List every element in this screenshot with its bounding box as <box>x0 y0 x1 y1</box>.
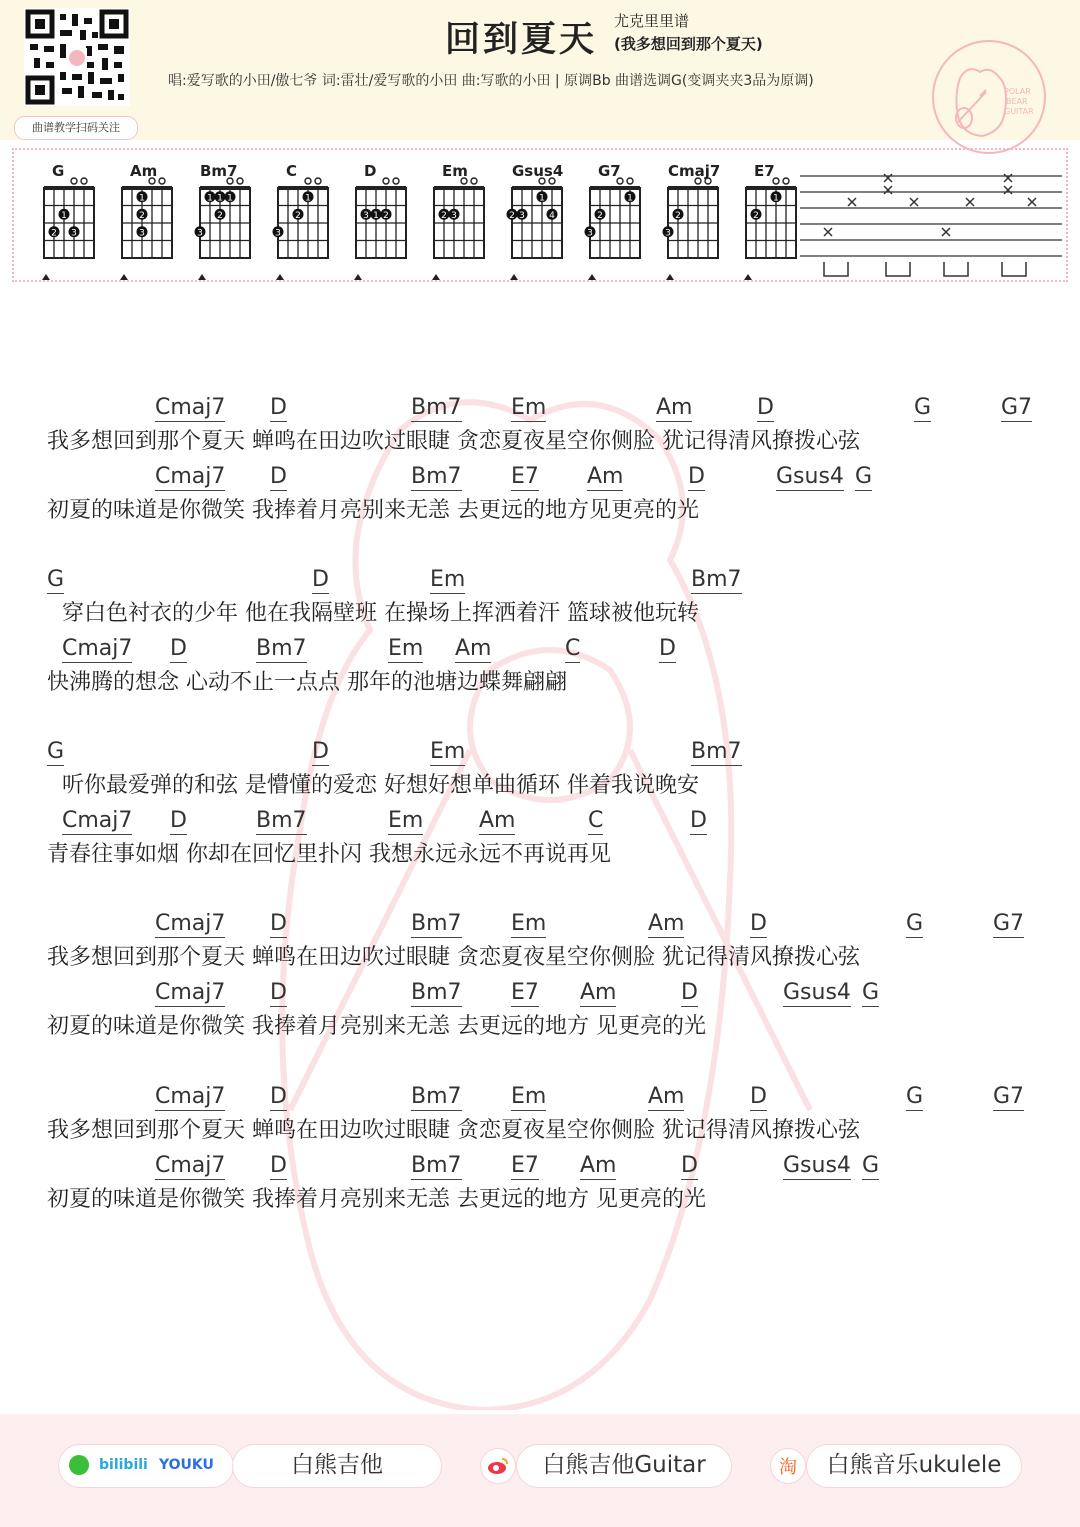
chord-symbol: G7 <box>993 1084 1025 1109</box>
svg-text:2: 2 <box>753 210 759 221</box>
chord-symbol: E7 <box>511 464 539 489</box>
chord-symbol: Em <box>511 911 547 936</box>
stamp-word-3: GUITAR <box>1004 107 1034 116</box>
chord-symbol: D <box>170 636 187 661</box>
svg-text:2: 2 <box>295 210 301 221</box>
chord-symbol: Am <box>479 808 516 833</box>
lyric-line: 青春往事如烟 你却在回忆里扑闪 我想永远永远不再说再见 <box>47 842 611 867</box>
chord-symbol: Cmaj7 <box>155 1153 226 1178</box>
svg-text:2: 2 <box>139 210 145 221</box>
stamp-word-1: POLAR <box>1004 87 1031 96</box>
chord-symbol: Em <box>511 1084 547 1109</box>
chord-diagram-label: G7 <box>598 162 621 180</box>
chord-diagram-label: D <box>364 162 377 180</box>
svg-text:2: 2 <box>675 210 681 221</box>
chord-symbol: Bm7 <box>411 395 462 420</box>
svg-text:1: 1 <box>773 193 779 204</box>
chord-symbol: D <box>270 911 287 936</box>
svg-text:2: 2 <box>217 210 223 221</box>
lyric-line: 我多想回到那个夏天 蝉鸣在田边吹过眼睫 贪恋夏夜星空你侧脸 犹记得清风撩拨心弦 <box>47 1118 860 1143</box>
svg-text:1: 1 <box>539 193 545 204</box>
chord-symbol: Em <box>430 567 466 592</box>
chord-symbol: D <box>690 808 707 833</box>
chord-diagram-label: E7 <box>754 162 775 180</box>
chord-symbol: G <box>914 395 932 420</box>
chord-diagram-label: Em <box>442 162 468 180</box>
svg-text:3: 3 <box>665 228 671 239</box>
weibo-icon <box>480 1448 516 1484</box>
chord-symbol: Em <box>511 395 547 420</box>
chord-symbol: C <box>588 808 604 833</box>
chord-symbol: Cmaj7 <box>155 464 226 489</box>
chord-symbol: G7 <box>1001 395 1033 420</box>
svg-text:1: 1 <box>61 210 67 221</box>
lyric-line: 初夏的味道是你微笑 我捧着月亮别来无恙 去更远的地方见更亮的光 <box>47 498 699 523</box>
chord-symbol: G <box>47 567 65 592</box>
chord-symbol: Am <box>580 1153 617 1178</box>
footer <box>0 1414 1080 1527</box>
chord-symbol: Am <box>455 636 492 661</box>
chord-symbol: Bm7 <box>411 464 462 489</box>
credits-line: 唱:爱写歌的小田/傲七爷 词:雷壮/爱写歌的小田 曲:写歌的小田 | 原调Bb 曲谱选调G(变调夹夹3品为原调) <box>168 73 814 89</box>
chord-symbol: D <box>757 395 774 420</box>
lyric-line: 穿白色衬衣的少年 他在我隔壁班 在操场上挥洒着汗 篮球被他玩转 <box>62 601 699 626</box>
svg-text:2: 2 <box>597 210 603 221</box>
chord-symbol: D <box>750 1084 767 1109</box>
chord-symbol: Cmaj7 <box>155 911 226 936</box>
chord-symbol: Gsus4 <box>776 464 844 489</box>
chord-symbol: G <box>47 739 65 764</box>
svg-text:3: 3 <box>197 228 203 239</box>
svg-text:3: 3 <box>363 210 369 221</box>
svg-text:1: 1 <box>139 193 145 204</box>
stamp-word-2: BEAR <box>1006 97 1028 106</box>
svg-text:3: 3 <box>139 228 145 239</box>
chord-diagram-label: C <box>286 162 298 180</box>
chord-symbol: Gsus4 <box>783 980 851 1005</box>
chord-symbol: G <box>906 911 924 936</box>
chord-symbol: D <box>312 739 329 764</box>
svg-text:2: 2 <box>51 228 57 239</box>
chord-symbol: Am <box>648 1084 685 1109</box>
platform-icons[interactable] <box>58 1444 234 1488</box>
chord-symbol: Bm7 <box>256 636 307 661</box>
account-pill-1[interactable]: 白熊吉他 <box>232 1444 442 1488</box>
chord-symbol: Bm7 <box>411 1153 462 1178</box>
qr-caption: 曲谱教学扫码关注 <box>14 116 138 140</box>
chord-symbol: D <box>270 464 287 489</box>
chord-symbol: D <box>750 911 767 936</box>
chord-symbol: D <box>270 980 287 1005</box>
chord-symbol: Cmaj7 <box>155 395 226 420</box>
chord-symbol: Em <box>388 808 424 833</box>
chord-diagram-label: Cmaj7 <box>668 162 721 180</box>
chord-symbol: Bm7 <box>256 808 307 833</box>
svg-text:1: 1 <box>227 193 233 204</box>
svg-text:3: 3 <box>71 228 77 239</box>
lyric-line: 初夏的味道是你微笑 我捧着月亮别来无恙 去更远的地方 见更亮的光 <box>47 1014 706 1039</box>
svg-text:1: 1 <box>627 193 633 204</box>
bilibili-icon: bilibili <box>99 1457 148 1473</box>
chord-diagram-label: G <box>52 162 65 180</box>
lyric-line: 快沸腾的想念 心动不止一点点 那年的池塘边蝶舞翩翩 <box>47 670 567 695</box>
chord-diagram-label: Bm7 <box>200 162 238 180</box>
chord-symbol: Cmaj7 <box>62 808 133 833</box>
chord-symbol: D <box>688 464 705 489</box>
song-subtitle: (我多想回到那个夏天) <box>614 35 763 53</box>
song-title: 回到夏天 <box>445 20 598 60</box>
chord-diagram-label: Gsus4 <box>512 162 564 180</box>
chord-symbol: E7 <box>511 980 539 1005</box>
chord-symbol: Am <box>580 980 617 1005</box>
chord-symbol: Am <box>648 911 685 936</box>
chord-symbol: D <box>659 636 676 661</box>
chord-symbol: D <box>170 808 187 833</box>
svg-text:1: 1 <box>207 193 213 204</box>
chord-symbol: D <box>270 395 287 420</box>
svg-text:2: 2 <box>383 210 389 221</box>
chord-symbol: D <box>270 1084 287 1109</box>
svg-text:1: 1 <box>373 210 379 221</box>
taobao-icon: 淘 <box>770 1448 806 1484</box>
chord-symbol: Gsus4 <box>783 1153 851 1178</box>
chord-symbol: G <box>862 1153 880 1178</box>
account-pill-3[interactable]: 白熊音乐ukulele <box>806 1444 1022 1488</box>
lyric-line: 我多想回到那个夏天 蝉鸣在田边吹过眼睫 贪恋夏夜星空你侧脸 犹记得清风撩拨心弦 <box>47 429 860 454</box>
chord-diagram-label: Am <box>130 162 158 180</box>
svg-text:3: 3 <box>587 228 593 239</box>
chord-symbol: E7 <box>511 1153 539 1178</box>
chord-symbol: Am <box>656 395 693 420</box>
chord-symbol: Bm7 <box>691 739 742 764</box>
chord-symbol: Bm7 <box>411 911 462 936</box>
svg-text:3: 3 <box>275 228 281 239</box>
chord-symbol: G <box>855 464 873 489</box>
chord-symbol: Bm7 <box>691 567 742 592</box>
chord-symbol: Am <box>587 464 624 489</box>
lyric-line: 初夏的味道是你微笑 我捧着月亮别来无恙 去更远的地方 见更亮的光 <box>47 1187 706 1212</box>
wechat-icon <box>69 1455 89 1475</box>
svg-text:2: 2 <box>441 210 447 221</box>
svg-text:4: 4 <box>549 210 555 221</box>
source-label: 尤克里里谱 <box>614 12 690 30</box>
chord-symbol: D <box>312 567 329 592</box>
svg-text:3: 3 <box>451 210 457 221</box>
chord-symbol: Em <box>388 636 424 661</box>
account-pill-2[interactable]: 白熊吉他Guitar <box>516 1444 732 1488</box>
chord-symbol: Bm7 <box>411 1084 462 1109</box>
chord-symbol: Cmaj7 <box>62 636 133 661</box>
chord-symbol: G <box>906 1084 924 1109</box>
lyric-line: 听你最爱弹的和弦 是懵懂的爱恋 好想好想单曲循环 伴着我说晚安 <box>62 773 699 798</box>
svg-text:1: 1 <box>305 193 311 204</box>
chord-symbol: C <box>565 636 581 661</box>
lyric-line: 我多想回到那个夏天 蝉鸣在田边吹过眼睫 贪恋夏夜星空你侧脸 犹记得清风撩拨心弦 <box>47 945 860 970</box>
svg-text:3: 3 <box>519 210 525 221</box>
chord-symbol: D <box>681 980 698 1005</box>
svg-text:2: 2 <box>509 210 515 221</box>
chord-symbol: D <box>681 1153 698 1178</box>
chord-symbol: G <box>862 980 880 1005</box>
chord-symbol: Cmaj7 <box>155 980 226 1005</box>
chord-symbol: D <box>270 1153 287 1178</box>
chord-symbol: Bm7 <box>411 980 462 1005</box>
chord-symbol: Em <box>430 739 466 764</box>
chord-symbol: Cmaj7 <box>155 1084 226 1109</box>
youku-icon: YOUKU <box>159 1457 214 1473</box>
chord-symbol: G7 <box>993 911 1025 936</box>
svg-text:1: 1 <box>217 193 223 204</box>
